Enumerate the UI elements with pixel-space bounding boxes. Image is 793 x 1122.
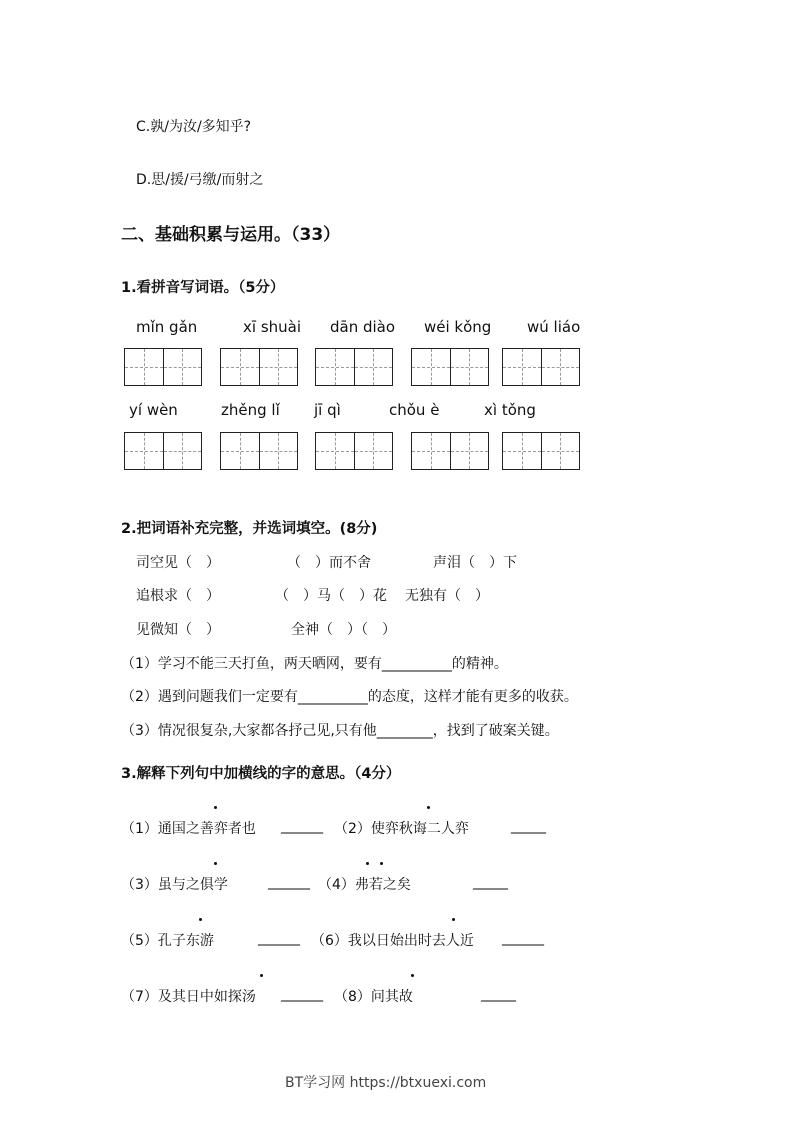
idiom-blank: （ ）马（ ）花	[275, 588, 387, 604]
section-title: 二、基础积累与运用。（33）	[121, 225, 341, 245]
explain-item-1: （1）通国之善弈者也	[121, 821, 256, 837]
writing-grid[interactable]	[502, 432, 580, 470]
writing-grid[interactable]	[124, 432, 202, 470]
question-1-title: 1.看拼音写词语。（5分）	[121, 280, 285, 296]
answer-blank[interactable]: ______	[281, 818, 323, 834]
pinyin-2-4: chǒu è	[389, 401, 440, 419]
pinyin-2-1: yí wèn	[129, 401, 178, 419]
emphasis-dot	[214, 862, 217, 865]
idiom-blank: 见微知（ ）	[136, 622, 220, 638]
emphasis-dot	[452, 918, 455, 921]
emphasis-dot	[199, 918, 202, 921]
pinyin-1-2: xī shuài	[243, 318, 302, 336]
writing-grid[interactable]	[315, 348, 393, 386]
idiom-blank: 司空见（ ）	[136, 555, 220, 571]
emphasis-dot	[366, 862, 369, 865]
idiom-blank: 全神（ ）（ ）	[291, 622, 396, 638]
answer-blank[interactable]: ______	[258, 930, 300, 946]
emphasis-dot	[427, 806, 430, 809]
option-c: C.孰/为汝/多知乎?	[136, 119, 252, 135]
answer-blank[interactable]: _____	[473, 874, 508, 890]
writing-grid[interactable]	[502, 348, 580, 386]
question-2-title: 2.把词语补充完整，并选词填空。(8分)	[121, 521, 378, 537]
idiom-blank: （ ）而不舍	[287, 555, 371, 571]
question-3-title: 3.解释下列句中加横线的字的意思。（4分）	[121, 766, 401, 782]
answer-blank[interactable]: ______	[502, 930, 544, 946]
explain-item-3: （3）虽与之俱学	[121, 877, 228, 893]
pinyin-2-3: jī qì	[314, 401, 341, 419]
explain-item-5: （5）孔子东游	[121, 933, 214, 949]
pinyin-1-5: wú liáo	[527, 318, 581, 336]
idiom-blank: 追根求（ ）	[136, 588, 220, 604]
emphasis-dot	[260, 974, 263, 977]
answer-blank[interactable]: _____	[511, 818, 546, 834]
idiom-blank: 无独有（ ）	[405, 588, 489, 604]
pinyin-2-2: zhěng lǐ	[221, 401, 280, 419]
pinyin-1-1: mǐn gǎn	[136, 318, 198, 336]
explain-item-6: （6）我以日始出时去人近	[311, 933, 474, 949]
writing-grid[interactable]	[411, 432, 489, 470]
writing-grid[interactable]	[315, 432, 393, 470]
fill-sentence-3: （3）情况很复杂,大家都各抒己见,只有他________，找到了破案关键。	[121, 723, 559, 739]
writing-grid[interactable]	[124, 348, 202, 386]
emphasis-dot	[214, 806, 217, 809]
emphasis-dot	[411, 974, 414, 977]
explain-item-4: （4）弗若之矣	[318, 877, 411, 893]
answer-blank[interactable]: ______	[281, 986, 323, 1002]
pinyin-2-5: xì tǒng	[484, 401, 536, 419]
fill-sentence-1: （1）学习不能三天打鱼，两天晒网，要有__________的精神。	[121, 656, 508, 672]
footer-watermark: BT学习网 https://btxuexi.com	[285, 1075, 487, 1091]
writing-grid[interactable]	[220, 348, 298, 386]
pinyin-1-4: wéi kǒng	[424, 318, 492, 336]
idiom-blank: 声泪（ ）下	[433, 555, 517, 571]
explain-item-2: （2）使弈秋诲二人弈	[334, 821, 469, 837]
emphasis-dot	[380, 862, 383, 865]
writing-grid[interactable]	[411, 348, 489, 386]
explain-item-8: （8）问其故	[334, 989, 413, 1005]
explain-item-7: （7）及其日中如探汤	[121, 989, 256, 1005]
answer-blank[interactable]: ______	[268, 874, 310, 890]
answer-blank[interactable]: _____	[481, 986, 516, 1002]
writing-grid[interactable]	[220, 432, 298, 470]
fill-sentence-2: （2）遇到问题我们一定要有__________的态度，这样才能有更多的收获。	[121, 689, 578, 705]
option-d: D.思/援/弓缴/而射之	[136, 172, 264, 188]
pinyin-1-3: dān diào	[330, 318, 396, 336]
